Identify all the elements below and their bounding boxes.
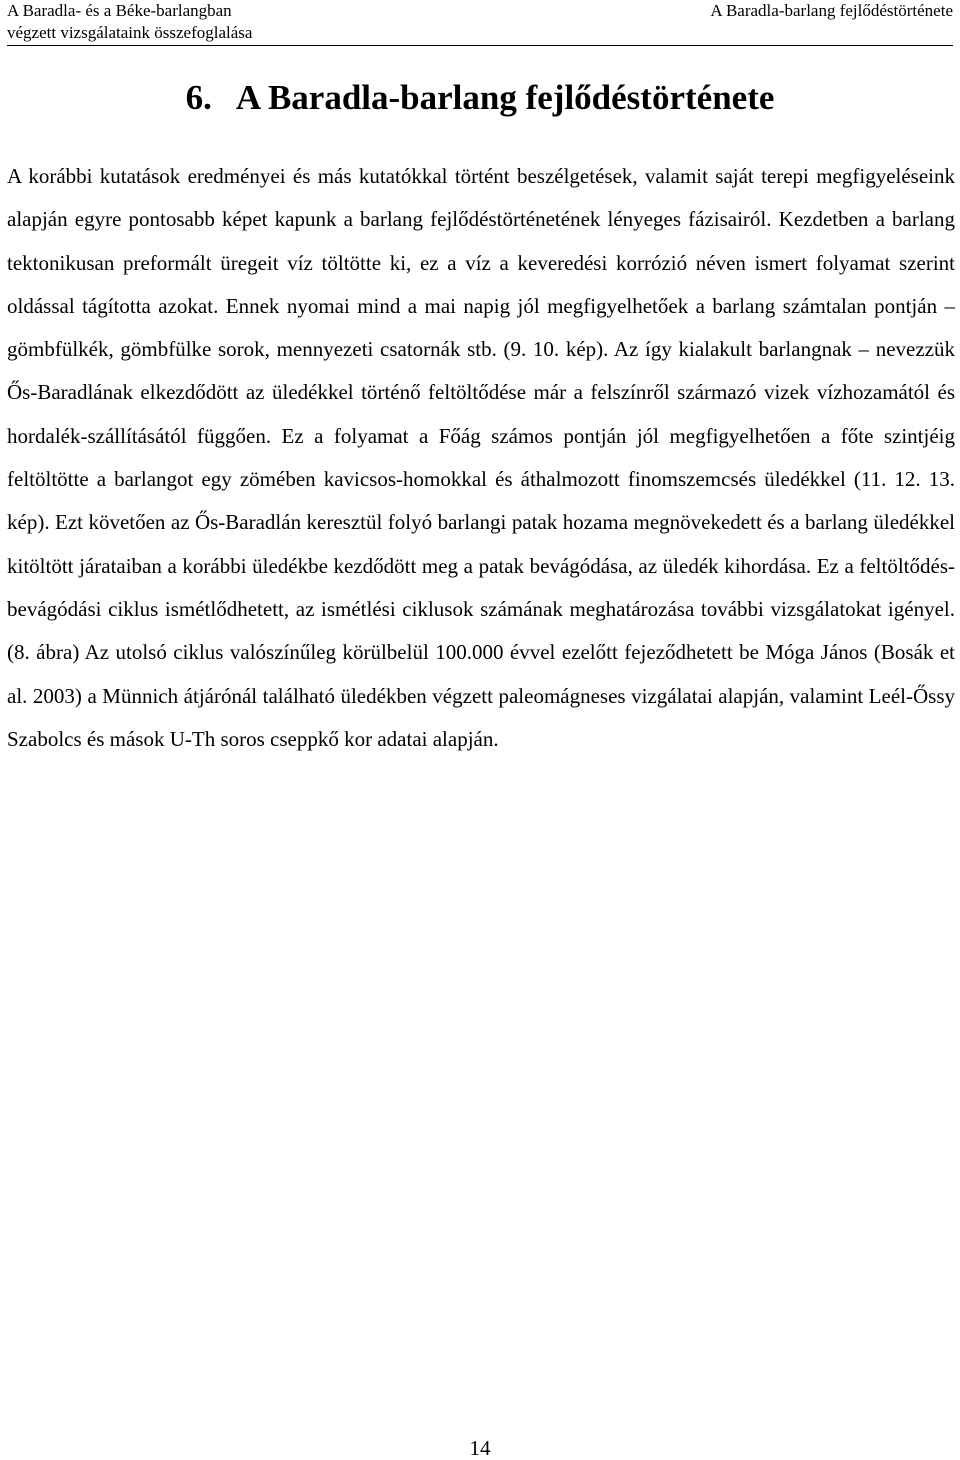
chapter-number: 6. <box>185 78 212 117</box>
page-header <box>7 0 953 46</box>
body-paragraph: A korábbi kutatások eredményei és más kutatókkal történt beszélgetések, valamit saját terepi megfigyeléseink alapján egyre pontosabb képet kapunk a barlang fejlődéstörténetének lényeges fázisairól. Kezdetben a barlang tektonikusan preformált üregeit víz töltötte ki, ez a víz a keveredési korrózió néven ismert folyamat szerint oldással tágította azokat. Ennek nyomai mind a mai napig jól megfigyelhetőek a barlang számtalan pontján – gömbfülkék, gömbfülke sorok, mennyezeti csatornák stb. (9. 10. kép). Az így kialakult barlangnak – nevezzük Ős-Baradlának elkezdődött az üledékkel történő feltöltődése már a felszínről származó vizek vízhozamától és hordalék-szállításától függően. Ez a folyamat a Főág számos pontján jól megfigyelhetően a főte szintjéig feltöltötte a barlangot egy zömében kavicsos-homokkal és áthalmozott finomszemcsés üledékkel (11. 12. 13. kép). Ezt követően az Ős-Baradlán keresztül folyó barlangi patak hozama megnövekedett és a barlang üledékkel kitöltött járataiban a korábbi üledékbe kezdődött meg a patak bevágódása, az üledék kihordása. Ez a feltöltődés-bevágódási ciklus ismétlődhetett, az ismétlési ciklusok számának meghatározása további vizsgálatokat igényel. (8. ábra) Az utolsó ciklus valószínűleg körülbelül 100.000 évvel ezelőtt fejeződhetett be Móga János (Bosák et al. 2003) a Münnich átjárónál található üledékben végzett paleomágneses vizgálatai alapján, valamint Leél-Őssy Szabolcs és mások U-Th soros cseppkő kor adatai alapján. <box>7 164 955 751</box>
chapter-title <box>0 76 960 120</box>
header-left-line1: A Baradla- és a Béke-barlangban <box>7 1 232 20</box>
header-right: A Baradla-barlang fejlődéstörténete <box>710 1 953 20</box>
chapter-title-text: A Baradla-barlang fejlődéstörténete <box>235 78 775 117</box>
page-number: 14 <box>469 1436 491 1460</box>
header-left <box>7 0 252 44</box>
header-left-line2: végzett vizsgálataink összefoglalása <box>7 23 253 42</box>
